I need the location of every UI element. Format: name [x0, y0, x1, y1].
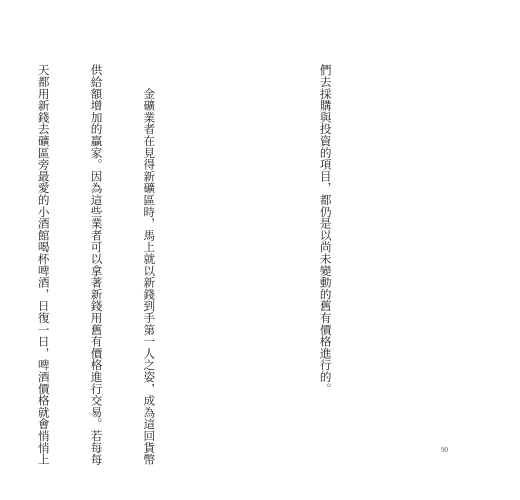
vertical-text-block	[0, 64, 404, 466]
page-number: 90	[441, 446, 448, 454]
text-line: 金礦業者在見得新礦區時，馬上就以新錢到手第一人之姿，成為這回貨幣	[142, 64, 157, 466]
paragraph-1	[281, 64, 369, 424]
paragraph-gap	[228, 64, 246, 65]
paragraph-2	[0, 64, 192, 466]
text-line: 天都用新錢去礦區旁最愛的小酒館喝杯啤酒，日復一日，啤酒價格就會悄悄上	[36, 64, 51, 466]
text-line: 們去採購與投資的項目，都仍是以尚未變動的舊有價格進行的。	[318, 64, 333, 395]
text-line: 供給額增加的贏家。因為這些業者可以拿著新錢用舊有價格進行交易。若每每	[89, 64, 104, 466]
